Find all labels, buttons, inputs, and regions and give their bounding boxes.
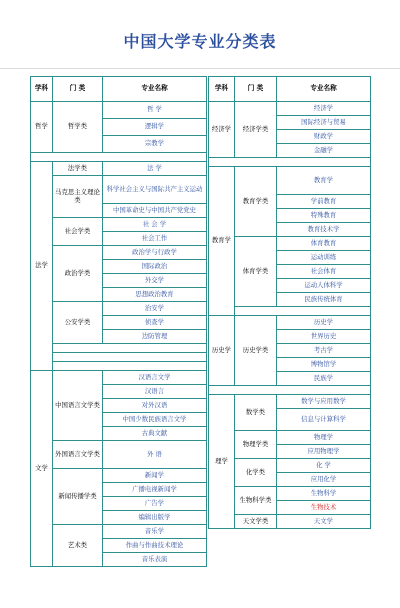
major-cell: 经济学: [277, 102, 371, 116]
major-cell: 物理学: [277, 431, 371, 445]
category-cell: 政治学类: [53, 246, 103, 302]
major-cell: 汉语言: [103, 385, 207, 399]
major-cell: 信息与计算科学: [277, 409, 371, 431]
major-cell: 应用化学: [277, 473, 371, 487]
right-major-table: [208, 76, 371, 529]
spacer-row: [31, 344, 207, 353]
major-cell: 化 学: [277, 459, 371, 473]
major-cell: 音乐表演: [103, 553, 207, 567]
category-cell: 天文学类: [235, 515, 277, 529]
major-cell: 中国革命史与中国共产党党史: [103, 204, 207, 218]
major-cell: 社会工作: [103, 232, 207, 246]
left-table-section: [30, 76, 207, 567]
category-cell: 化学类: [235, 459, 277, 487]
major-cell: 科学社会主义与国际共产主义运动: [103, 176, 207, 204]
major-cell: 学前教育: [277, 195, 371, 209]
category-cell: 艺术类: [53, 525, 103, 567]
major-cell: 世界历史: [277, 330, 371, 344]
major-cell: 天文学: [277, 515, 371, 529]
table-row: [209, 102, 371, 116]
table-row: [209, 395, 371, 409]
category-cell: 历史学类: [235, 316, 277, 386]
major-cell: 宗教学: [103, 136, 207, 153]
discipline-cell: 法学: [31, 162, 53, 371]
table-header-row: [209, 77, 371, 102]
table-header-row: [31, 77, 207, 102]
table-row: [31, 218, 207, 232]
major-cell: 历史学: [277, 316, 371, 330]
header-major: 专业名称: [277, 77, 371, 102]
major-cell: 作曲与作曲技术理论: [103, 539, 207, 553]
major-cell: 外交学: [103, 274, 207, 288]
major-cell: 国际政治: [103, 260, 207, 274]
category-cell: 经济学类: [235, 102, 277, 158]
category-cell: 中国语言文学类: [53, 371, 103, 441]
table-row: [31, 469, 207, 483]
left-major-table: [30, 76, 207, 567]
category-cell: 外国语言文学类: [53, 441, 103, 469]
category-cell: 公安学类: [53, 302, 103, 344]
major-cell: 法 学: [103, 162, 207, 176]
major-cell: 应用物理学: [277, 445, 371, 459]
major-cell: 中国少数民族语言文学: [103, 413, 207, 427]
major-cell: 财政学: [277, 130, 371, 144]
table-row: [31, 246, 207, 260]
table-row: [31, 302, 207, 316]
discipline-cell: 教育学: [209, 167, 235, 316]
major-cell: 博物馆学: [277, 358, 371, 372]
major-cell: 国际经济与贸易: [277, 116, 371, 130]
table-row: [209, 316, 371, 330]
major-cell: 教育学: [277, 167, 371, 195]
major-cell: 考古学: [277, 344, 371, 358]
major-cell: 侦查学: [103, 316, 207, 330]
major-cell: 新闻学: [103, 469, 207, 483]
header-discipline: 学科: [209, 77, 235, 102]
table-row: [31, 441, 207, 469]
major-cell: 古典文献: [103, 427, 207, 441]
discipline-cell: 理学: [209, 395, 235, 529]
table-row: [31, 371, 207, 385]
major-cell: 编辑出版学: [103, 511, 207, 525]
spacer-row: [209, 386, 371, 395]
major-cell: 教育技术学: [277, 223, 371, 237]
major-cell: 政治学与行政学: [103, 246, 207, 260]
category-cell: 数学类: [235, 395, 277, 431]
major-cell: 运动训练: [277, 251, 371, 265]
table-row: [209, 167, 371, 195]
category-cell: 社会学类: [53, 218, 103, 246]
page-title: 中国大学专业分类表: [123, 32, 277, 51]
table-row: [31, 176, 207, 204]
header-category: 门 类: [53, 77, 103, 102]
major-cell: 对外汉语: [103, 399, 207, 413]
major-cell: 民族传统体育: [277, 293, 371, 307]
spacer-row: [31, 353, 207, 362]
category-cell: 哲学类: [53, 102, 103, 153]
major-cell: 边防管理: [103, 330, 207, 344]
major-cell: 广播电视新闻学: [103, 483, 207, 497]
category-cell: 法学类: [53, 162, 103, 176]
header-category: 门 类: [235, 77, 277, 102]
major-cell: 民族学: [277, 372, 371, 386]
spacer-row: [31, 153, 207, 162]
header-discipline: 学科: [31, 77, 53, 102]
category-cell: 体育学类: [235, 237, 277, 307]
table-row: [31, 102, 207, 119]
title-divider: [0, 68, 400, 69]
major-cell: 数学与应用数学: [277, 395, 371, 409]
table-row: [31, 162, 207, 176]
major-cell: 哲 学: [103, 102, 207, 119]
category-cell: 马克思主义理论类: [53, 176, 103, 218]
major-cell: 外 语: [103, 441, 207, 469]
spacer-row: [31, 362, 207, 371]
right-table-section: [208, 76, 371, 529]
major-cell: 体育教育: [277, 237, 371, 251]
category-cell: 新闻传播学类: [53, 469, 103, 525]
major-cell: 金融学: [277, 144, 371, 158]
major-cell: 广告学: [103, 497, 207, 511]
category-cell: 生物科学类: [235, 487, 277, 515]
header-major: 专业名称: [103, 77, 207, 102]
major-cell: 社会体育: [277, 265, 371, 279]
major-cell: 生物科学: [277, 487, 371, 501]
major-cell: 逻辑学: [103, 119, 207, 136]
major-cell: 社 会 学: [103, 218, 207, 232]
major-cell: 音乐学: [103, 525, 207, 539]
major-cell: 汉语言文学: [103, 371, 207, 385]
discipline-cell: 经济学: [209, 102, 235, 158]
spacer-row: [209, 158, 371, 167]
discipline-cell: 文学: [31, 371, 53, 567]
major-cell: 思想政治教育: [103, 288, 207, 302]
major-cell: 特殊教育: [277, 209, 371, 223]
discipline-cell: 哲学: [31, 102, 53, 153]
category-cell: 教育学类: [235, 167, 277, 237]
discipline-cell: 历史学: [209, 316, 235, 386]
major-cell: 运动人体科学: [277, 279, 371, 293]
category-cell: 物理学类: [235, 431, 277, 459]
major-cell-highlighted: 生物技术: [277, 501, 371, 515]
major-cell: 治安学: [103, 302, 207, 316]
table-row: [31, 525, 207, 539]
